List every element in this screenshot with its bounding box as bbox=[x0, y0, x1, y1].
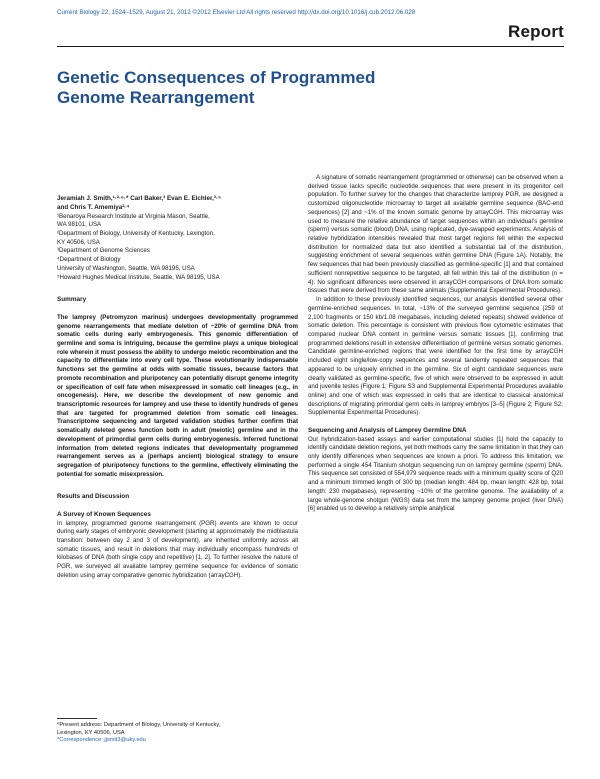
footnote-divider bbox=[57, 718, 97, 719]
footnote-correspondence[interactable]: *Correspondence: jjsmit3@uky.edu bbox=[57, 737, 146, 743]
right-paragraph-1: A signature of somatic rearrangement (programmed or otherwise) can be observed when a derived tissue lacks specific nucleotide sequences that were present in its progenitor cell population. To further survey for the changes that characterize lamprey PGR, we designed a customized oligonucleotide microarray to target all available germline sequence (BAC-end sequences) [2] and ~1% of the known somatic genome by arrayCGH. This microarray was used to measure the relative abundance of target sequences within an individual’s germline (sperm) versus somatic (blood) DNA, using replicated, dye-swapped experiments. Analysis of relative hybridization intensities revealed that most target regions fell within the expected distribution for normalized data but also identified a substantial tail of the distribution, suggesting enrichment of several sequences within germline DNA (Figure 1A). Notably, the few sequences that had been previously classified as germline-specific [1] and that contained sufficient nonrepetitive sequence to be targeted, all fell within this tail of the distribution (n = 4). No significant differences were observed in arrayCGH comparisons of DNA from somatic tissues that were derived from these same animals (Supplemental Experimental Procedures). bbox=[308, 174, 563, 295]
affiliation-line: University of Washington, Seattle, WA 98195, USA bbox=[57, 264, 195, 272]
author-list bbox=[57, 195, 298, 213]
affiliation-line: KY 40506, USA bbox=[57, 238, 100, 246]
title-line-2: Genome Rearrangement bbox=[57, 88, 255, 107]
summary-heading: Summary bbox=[57, 296, 87, 304]
author-line-1: Jeramiah J. Smith,¹·²·⁶·* Carl Baker,³ Evan E. Eichler,³·⁵ bbox=[57, 195, 222, 202]
article-title bbox=[57, 68, 457, 108]
affiliation-line: ⁵Howard Hughes Medical Institute, Seattle, WA 98195, USA bbox=[57, 273, 220, 281]
right-paragraph-2: In addition to these previously identified sequences, our analysis identified several other germline-enriched sequences. In total, ~13% of the surveyed germline sequence (259 of 2,100 fragments or 150 kb/1.08 megabases, including deleted repeats) showed evidence of somatic deletion. This percentage is consistent with previous flow cytometric estimates that compared nuclear DNA content in germline versus somatic tissues [1], confirming that programmed deletions result in extensive differentiation of germline versus somatic genomes. Candidate germline-enriched regions that were identified for the first time by arrayCGH included eight single/low-copy sequences and several tandemly repeated sequences that appeared to be uniquely enriched in the germline. Six of eight candidate sequences were clearly validated as germline-specific, five of which were observed to be expressed in adult and juvenile testes (Figure 1; Figure S3 and Supplemental Experimental Procedures available online) and one of which was expressed in cells that are identical to classical anatomical descriptions of migrating primordial germ cells in lamprey embryos [3–5] (Figure 2; Figure S2; Supplemental Experimental Procedures). bbox=[308, 296, 563, 417]
author-line-2: and Chris T. Amemiya²·⁴ bbox=[57, 203, 130, 211]
results-paragraph-1: In lamprey, programmed genome rearrangement (PGR) events are known to occur during early stages of embryonic development (starting at approximately the midblastula transition: between day 2 and 3 of development), are inherited uniformly across all somatic tissues, and result in deletions that may individually encompass hundreds of kilobases of DNA (both single copy and repetitive) [1, 2]. To further resolve the nature of PGR, we surveyed all available lamprey germline sequence for evidence of somatic deletion using array comparative genomic hybridization (arrayCGH). bbox=[57, 519, 298, 579]
left-column bbox=[57, 195, 298, 581]
affiliations bbox=[57, 213, 298, 283]
right-column bbox=[308, 174, 563, 514]
footnote-present-address-cont: Lexington, KY 40506, USA bbox=[57, 729, 125, 736]
results-heading: Results and Discussion bbox=[57, 493, 130, 501]
footnote-present-address: ⁶Present address: Department of Biology, University of Kentucky, bbox=[57, 722, 221, 728]
affiliation-line: WA 98101, USA bbox=[57, 221, 102, 229]
journal-citation[interactable]: Current Biology 22, 1524–1529, August 21, 2012 ©2012 Elsevier Ltd All rights reserved http://dx.doi.org/10.1016/j.cub.2012.06.028 bbox=[57, 9, 416, 16]
right-paragraph-3: Our hybridization-based assays and earlier computational studies [1] hold the capacity to identify candidate deletion regions, yet both methods carry the same limitation in that they can only identify differences when sequences are known a priori. To address this limitation, we performed a single 454 Titanium shotgun sequencing run on lamprey germline (sperm) DNA. This sequence set consisted of 554,979 sequence reads with a minimum quality score of Q20 and a minimum trimmed length of 300 bp (median length: 484 bp, mean length: 428 bp, total length: 230 megabases), representing ~10% of the germline genome. The availability of a large whole-genome shotgun (WGS) data set from the lamprey genome project (liver DNA) [6] enabled us to develop a relatively simple analytical bbox=[308, 435, 563, 513]
footnotes bbox=[57, 722, 298, 745]
section-label: Report bbox=[508, 22, 564, 41]
affiliation-line: ¹Benaroya Research Institute at Virginia Mason, Seattle, bbox=[57, 212, 210, 220]
sequencing-heading: Sequencing and Analysis of Lamprey Germline DNA bbox=[308, 426, 467, 434]
summary-text: The lamprey (Petromyzon marinus) undergoes developmentally programmed genome rearrangements that mediate deletion of ~20% of germline DNA from somatic cells during early embryogenesis. This genomic differentiation of germline and soma is intriguing, because the germline plays a unique biological role wherein it must possess the ability to undergo meiotic recombination and the capacity to differentiate into every cell type. These evolutionarily indispensable functions set the germline at odds with somatic tissues, because factors that promote recombination and pluripotency can potentially disrupt genome integrity or specification of cell fate when misexpressed in somatic cell lineages (e.g., in oncogenesis). Here, we describe the development of new genomic and transcriptomic resources for lamprey and use these to identify hundreds of genes that are targeted for programmed deletion from somatic cell lineages. Transcriptome sequencing and targeted validation studies further confirm that somatically deleted genes function both in adult (meiotic) germline and in the development of primordial germ cells during embryogenesis. Inferred functional information from deleted regions indicates that developmentally programmed rearrangement serves as a (perhaps ancient) biological strategy to ensure segregation of pluripotency functions to the germline, effectively eliminating the potential for somatic misexpression. bbox=[57, 313, 298, 478]
survey-subheading: A Survey of Known Sequences bbox=[57, 510, 151, 518]
affiliation-line: ²Department of Biology, University of Kentucky, Lexington, bbox=[57, 230, 215, 238]
header-divider bbox=[57, 46, 564, 47]
title-line-1: Genetic Consequences of Programmed bbox=[57, 68, 376, 87]
affiliation-line: ³Department of Genome Sciences bbox=[57, 247, 150, 255]
affiliation-line: ⁴Department of Biology bbox=[57, 256, 121, 264]
